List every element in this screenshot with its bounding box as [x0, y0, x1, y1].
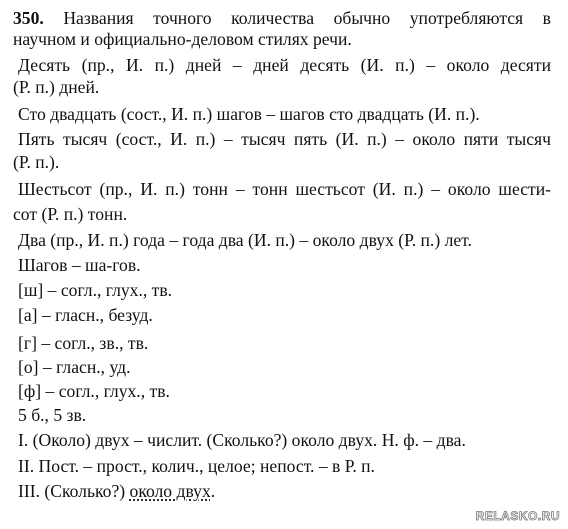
example-line-4-cont: сот (Р. п.) тонн. — [13, 204, 128, 224]
morphology-line-3 — [18, 481, 215, 501]
example-line-1: Десять (пр., И. п.) дней – дней десять (И. п.) – около десяти — [18, 55, 551, 75]
intro-text-1: Названия точного количества обычно употребляются в — [63, 8, 551, 28]
watermark-logo: RELASKO.RU — [475, 509, 560, 523]
morphology-line-3-prefix: III. (Сколько?) — [18, 481, 130, 501]
intro-line-1 — [13, 8, 551, 28]
example-line-5: Два (пр., И. п.) года – года два (И. п.) – около двух (Р. п.) лет. — [18, 230, 472, 250]
example-line-3: Пять тысяч (сост., И. п.) – тысяч пять (И. п.) – около пяти тысяч — [18, 129, 551, 149]
intro-line-2: научном и официально-деловом стилях речи. — [13, 29, 352, 49]
morphology-line-2: II. Пост. – прост., колич., целое; непост. – в Р. п. — [18, 456, 375, 476]
morphology-line-1: I. (Около) двух – числит. (Сколько?) около двух. Н. ф. – два. — [18, 430, 466, 450]
sound-line: [ф] – согл., глух., тв. — [18, 381, 170, 401]
sound-line: [ш] – согл., глух., тв. — [18, 280, 173, 300]
sound-line: [а] – гласн., безуд. — [18, 305, 153, 325]
example-line-2: Сто двадцать (сост., И. п.) шагов – шагов сто двадцать (И. п.). — [18, 104, 480, 124]
example-line-4: Шестьсот (пр., И. п.) тонн – тонн шестьсот (И. п.) – около шести- — [18, 179, 551, 199]
phonetic-summary: 5 б., 5 зв. — [18, 405, 87, 425]
underlined-phrase: около двух — [129, 481, 211, 501]
phonetic-word: Шагов – ша-гов. — [18, 255, 141, 275]
sound-line: [г] – согл., зв., тв. — [18, 333, 149, 353]
morphology-line-3-suffix: . — [210, 481, 216, 501]
example-line-3-cont: (Р. п.). — [13, 152, 60, 172]
exercise-number: 350. — [13, 8, 44, 28]
example-line-1-cont: (Р. п.) дней. — [13, 77, 100, 97]
sound-line: [о] – гласн., уд. — [18, 357, 131, 377]
